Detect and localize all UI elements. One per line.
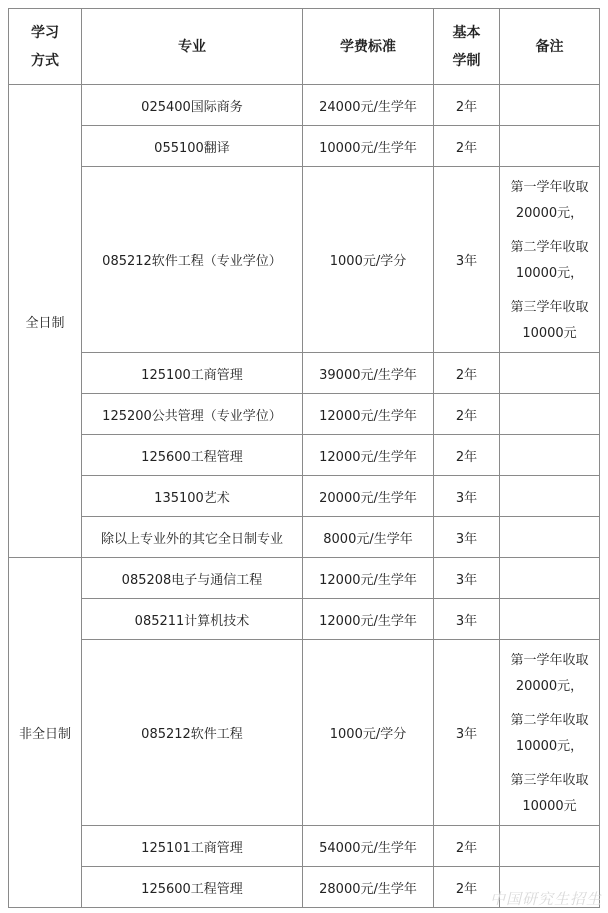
note-cell: [500, 394, 600, 435]
duration-cell: 2年: [434, 85, 500, 126]
note-line: 第一学年收取20000元，: [510, 179, 589, 221]
major-cell: 125200公共管理（专业学位）: [82, 394, 303, 435]
table-row: [9, 435, 600, 476]
table-row: [9, 517, 600, 558]
tuition-table: [8, 8, 600, 908]
note-line: 第二学年收取10000元，: [510, 712, 589, 754]
duration-cell: 3年: [434, 476, 500, 517]
note-line: 第三学年收取10000元: [510, 772, 589, 814]
table-row: [9, 476, 600, 517]
note-cell: [500, 126, 600, 167]
table-row: [9, 826, 600, 867]
major-cell: 085212软件工程（专业学位）: [82, 167, 303, 353]
table-row: [9, 394, 600, 435]
fee-cell: 10000元/生学年: [303, 126, 434, 167]
major-cell: 除以上专业外的其它全日制专业: [82, 517, 303, 558]
fee-cell: 1000元/学分: [303, 640, 434, 826]
note-cell: [500, 85, 600, 126]
header-note: 备注: [500, 9, 600, 85]
header-fee: 学费标准: [303, 9, 434, 85]
note-cell: [500, 167, 600, 353]
major-cell: 085212软件工程: [82, 640, 303, 826]
table-row: [9, 640, 600, 826]
fee-cell: 8000元/生学年: [303, 517, 434, 558]
table-row: [9, 85, 600, 126]
note-cell: [500, 517, 600, 558]
fee-cell: 1000元/学分: [303, 167, 434, 353]
header-mode: 学习方式: [9, 9, 82, 85]
major-cell: 125100工商管理: [82, 353, 303, 394]
fee-cell: 54000元/生学年: [303, 826, 434, 867]
fee-cell: 12000元/生学年: [303, 599, 434, 640]
major-cell: 125600工程管理: [82, 435, 303, 476]
duration-cell: 2年: [434, 126, 500, 167]
study-mode-cell: 全日制: [9, 85, 82, 558]
fee-cell: 24000元/生学年: [303, 85, 434, 126]
fee-cell: 39000元/生学年: [303, 353, 434, 394]
major-cell: 125101工商管理: [82, 826, 303, 867]
major-cell: 025400国际商务: [82, 85, 303, 126]
note-cell: [500, 476, 600, 517]
table-row: [9, 599, 600, 640]
study-mode-cell: 非全日制: [9, 558, 82, 908]
duration-cell: 3年: [434, 640, 500, 826]
note-cell: [500, 558, 600, 599]
note-cell: [500, 435, 600, 476]
header-major: 专业: [82, 9, 303, 85]
fee-cell: 12000元/生学年: [303, 435, 434, 476]
note-line: 第三学年收取10000元: [510, 299, 589, 341]
note-cell: [500, 599, 600, 640]
note-cell: [500, 640, 600, 826]
duration-cell: 2年: [434, 826, 500, 867]
major-cell: 125600工程管理: [82, 867, 303, 908]
major-cell: 055100翻译: [82, 126, 303, 167]
note-line: 第二学年收取10000元，: [510, 239, 589, 281]
fee-cell: 12000元/生学年: [303, 394, 434, 435]
table-row: [9, 167, 600, 353]
duration-cell: 3年: [434, 599, 500, 640]
fee-cell: 12000元/生学年: [303, 558, 434, 599]
major-cell: 085211计算机技术: [82, 599, 303, 640]
note-line: 第一学年收取20000元，: [510, 652, 589, 694]
duration-cell: 2年: [434, 867, 500, 908]
table-row: [9, 353, 600, 394]
duration-cell: 3年: [434, 167, 500, 353]
major-cell: 085208电子与通信工程: [82, 558, 303, 599]
header-row: [9, 9, 600, 85]
note-cell: [500, 826, 600, 867]
duration-cell: 3年: [434, 517, 500, 558]
major-cell: 135100艺术: [82, 476, 303, 517]
watermark-text: 中国研究生招生: [489, 890, 602, 908]
note-cell: [500, 353, 600, 394]
header-duration: 基本学制: [434, 9, 500, 85]
fee-cell: 20000元/生学年: [303, 476, 434, 517]
duration-cell: 3年: [434, 558, 500, 599]
duration-cell: 2年: [434, 435, 500, 476]
fee-cell: 28000元/生学年: [303, 867, 434, 908]
duration-cell: 2年: [434, 353, 500, 394]
table-row: [9, 558, 600, 599]
duration-cell: 2年: [434, 394, 500, 435]
table-row: [9, 126, 600, 167]
